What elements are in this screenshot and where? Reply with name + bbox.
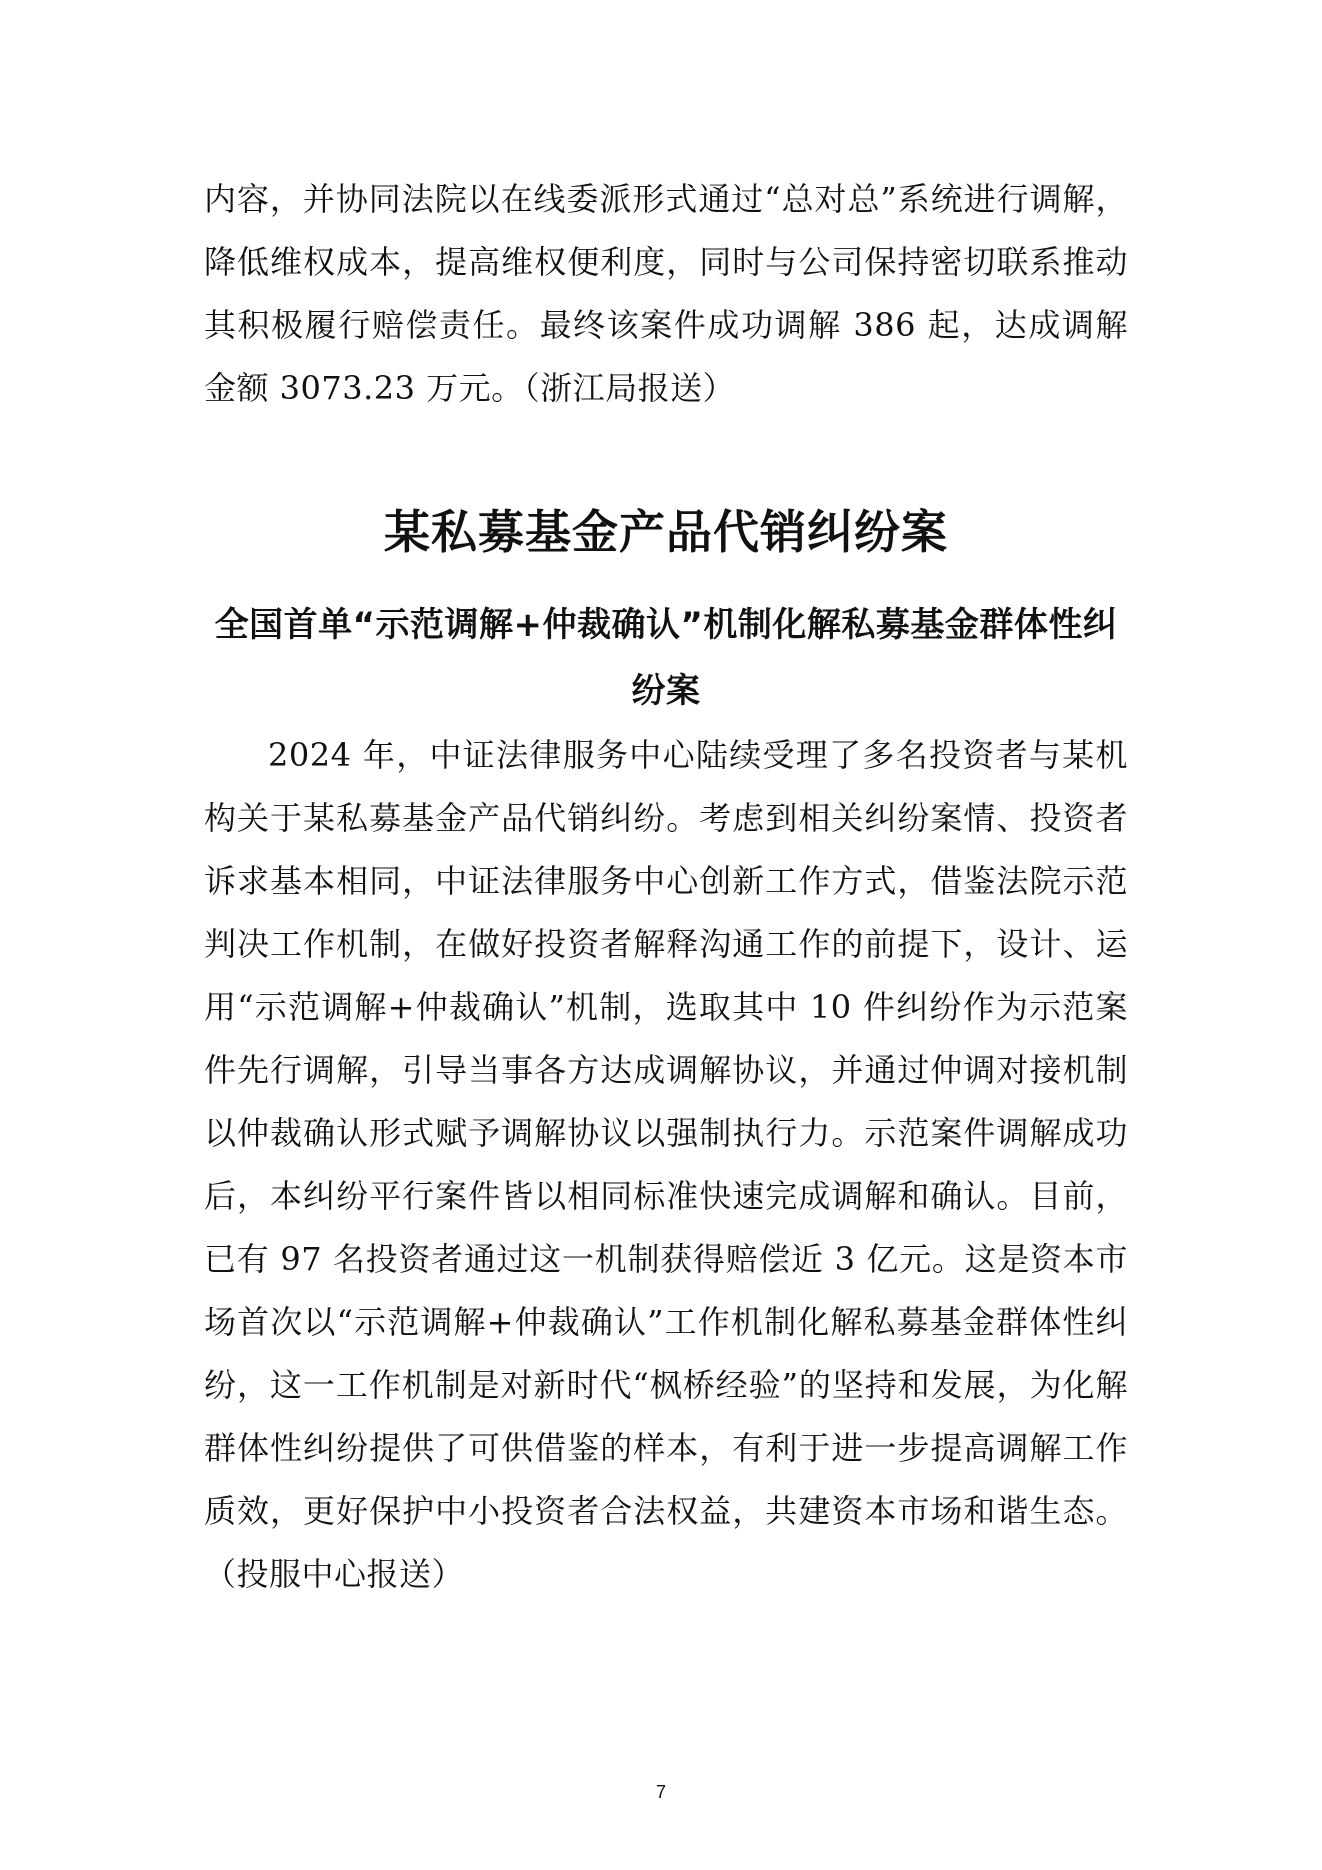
section-body-paragraph: 2024 年，中证法律服务中心陆续受理了多名投资者与某机构关于某私募基金产品代销纠纷。考虑到相关纠纷案情、投资者诉求基本相同，中证法律服务中心创新工作方式，借鉴法院示范判决工作机制，在做好投资者解释沟通工作的前提下，设计、运用“示范调解+仲裁确认”机制，选取其中 10 件纠纷作为示范案件先行调解，引导当事各方达成调解协议，并通过仲调对接机制以仲裁确认形式赋予调解协议以强制执行力。示范案件调解成功后，本纠纷平行案件皆以相同标准快速完成调解和确认。目前，已有 97 名投资者通过这一机制获得赔偿近 3 亿元。这是资本市场首次以“示范调解+仲裁确认”工作机制化解私募基金群体性纠纷，这一工作机制是对新时代“枫桥经验”的坚持和发展，为化解群体性纠纷提供了可供借鉴的样本，有利于进一步提高调解工作质效，更好保护中小投资者合法权益，共建资本市场和谐生态。（投服中心报送） bbox=[204, 736, 1128, 1593]
page-content bbox=[204, 168, 1128, 1606]
page-number: 7 bbox=[655, 1782, 666, 1802]
intro-paragraph: 内容，并协同法院以在线委派形式通过“总对总”系统进行调解，降低维权成本，提高维权便利度，同时与公司保持密切联系推动其积极履行赔偿责任。最终该案件成功调解 386 起，达成调解金额 3073.23 万元。（浙江局报送） bbox=[204, 180, 1128, 407]
section-subtitle: 全国首单“示范调解+仲裁确认”机制化解私募基金群体性纠纷案 bbox=[214, 605, 1118, 711]
section-title: 某私募基金产品代销纠纷案 bbox=[384, 505, 948, 559]
